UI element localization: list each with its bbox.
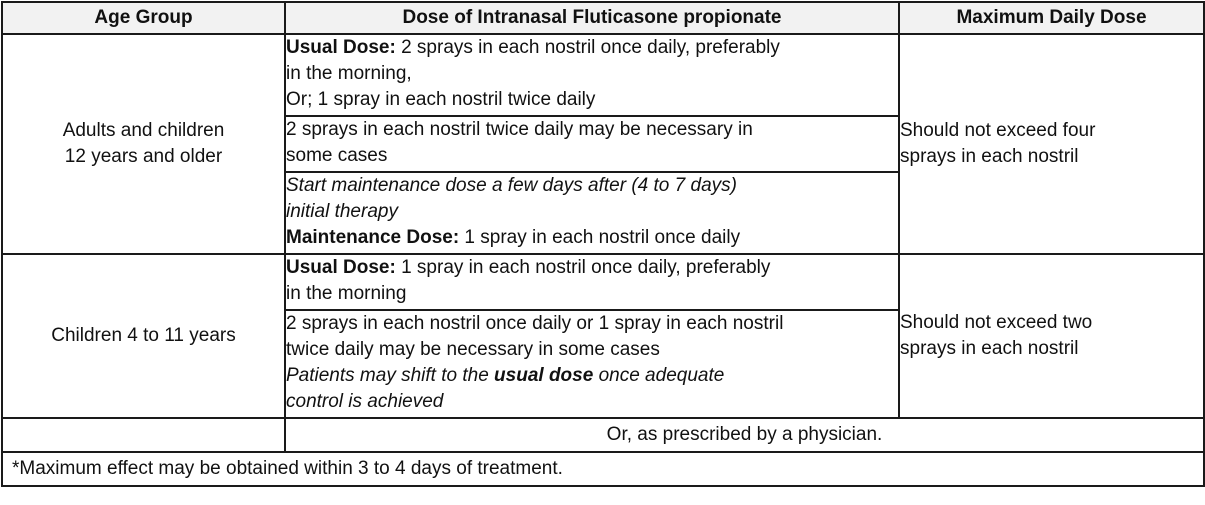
footnote: *Maximum effect may be obtained within 3 to 4 days of treatment. — [2, 452, 1204, 486]
adults-twice-line2: some cases — [286, 145, 388, 166]
children-usual-dose-line1 — [286, 255, 898, 281]
header-dose: Dose of Intranasal Fluticasone propionate — [285, 2, 899, 34]
adults-age-line1: Adults and children — [62, 120, 225, 141]
children-alt-dose-cell — [285, 310, 899, 418]
adults-start-line2: initial therapy — [286, 201, 398, 222]
children-usual-dose-text: 1 spray in each nostril once daily, preferably — [395, 257, 771, 278]
children-age-text: Children 4 to 11 years — [51, 325, 236, 346]
footnote-row — [2, 452, 1204, 486]
children-row-usual — [2, 254, 1204, 310]
children-max-line1: Should not exceed two — [900, 312, 1093, 333]
adults-row-usual — [2, 34, 1204, 116]
adults-max-dose-cell — [899, 34, 1204, 254]
children-shift-bold: usual dose — [494, 365, 594, 386]
adults-usual-dose-label: Usual Dose: — [286, 37, 396, 58]
header-row — [2, 2, 1204, 34]
adults-usual-dose-cell — [285, 34, 899, 116]
children-usual-dose-line2: in the morning — [286, 283, 407, 304]
header-age-group: Age Group — [2, 2, 285, 34]
children-age-cell — [2, 254, 285, 418]
dosage-table — [1, 1, 1205, 487]
adults-max-line2: sprays in each nostril — [900, 146, 1079, 167]
children-alt-line2: twice daily may be necessary in some cases — [286, 339, 660, 360]
adults-usual-dose-line2: in the morning, — [286, 63, 412, 84]
adults-twice-daily-cell — [285, 116, 899, 172]
adults-maintenance-cell — [285, 172, 899, 254]
adults-maintenance-text: 1 spray in each nostril once daily — [459, 227, 741, 248]
prescribed-note: Or, as prescribed by a physician. — [285, 418, 1204, 452]
children-shift-pre: Patients may shift to the — [286, 365, 495, 386]
adults-maintenance-label: Maintenance Dose: — [286, 227, 460, 248]
adults-usual-dose-alt: Or; 1 spray in each nostril twice daily — [286, 89, 596, 110]
adults-usual-dose-text: 2 sprays in each nostril once daily, preferably — [395, 37, 780, 58]
children-alt-line1: 2 sprays in each nostril once daily or 1 spray in each nostril — [286, 313, 784, 334]
adults-usual-dose-line1 — [286, 35, 898, 61]
children-max-dose-cell — [899, 254, 1204, 418]
children-usual-dose-label: Usual Dose: — [286, 257, 396, 278]
children-shift-line1 — [286, 363, 898, 389]
children-shift-line2: control is achieved — [286, 391, 444, 412]
prescribed-row — [2, 418, 1204, 452]
children-shift-post: once adequate — [593, 365, 725, 386]
adults-age-cell — [2, 34, 285, 254]
adults-max-line1: Should not exceed four — [900, 120, 1096, 141]
adults-twice-line1: 2 sprays in each nostril twice daily may be necessary in — [286, 119, 753, 140]
children-usual-dose-cell — [285, 254, 899, 310]
adults-age-line2: 12 years and older — [64, 146, 223, 167]
header-max-daily-dose: Maximum Daily Dose — [899, 2, 1204, 34]
children-max-line2: sprays in each nostril — [900, 338, 1079, 359]
adults-start-line1: Start maintenance dose a few days after (4 to 7 days) — [286, 175, 737, 196]
prescribed-blank-cell — [2, 418, 285, 452]
adults-maintenance-line — [286, 225, 898, 251]
